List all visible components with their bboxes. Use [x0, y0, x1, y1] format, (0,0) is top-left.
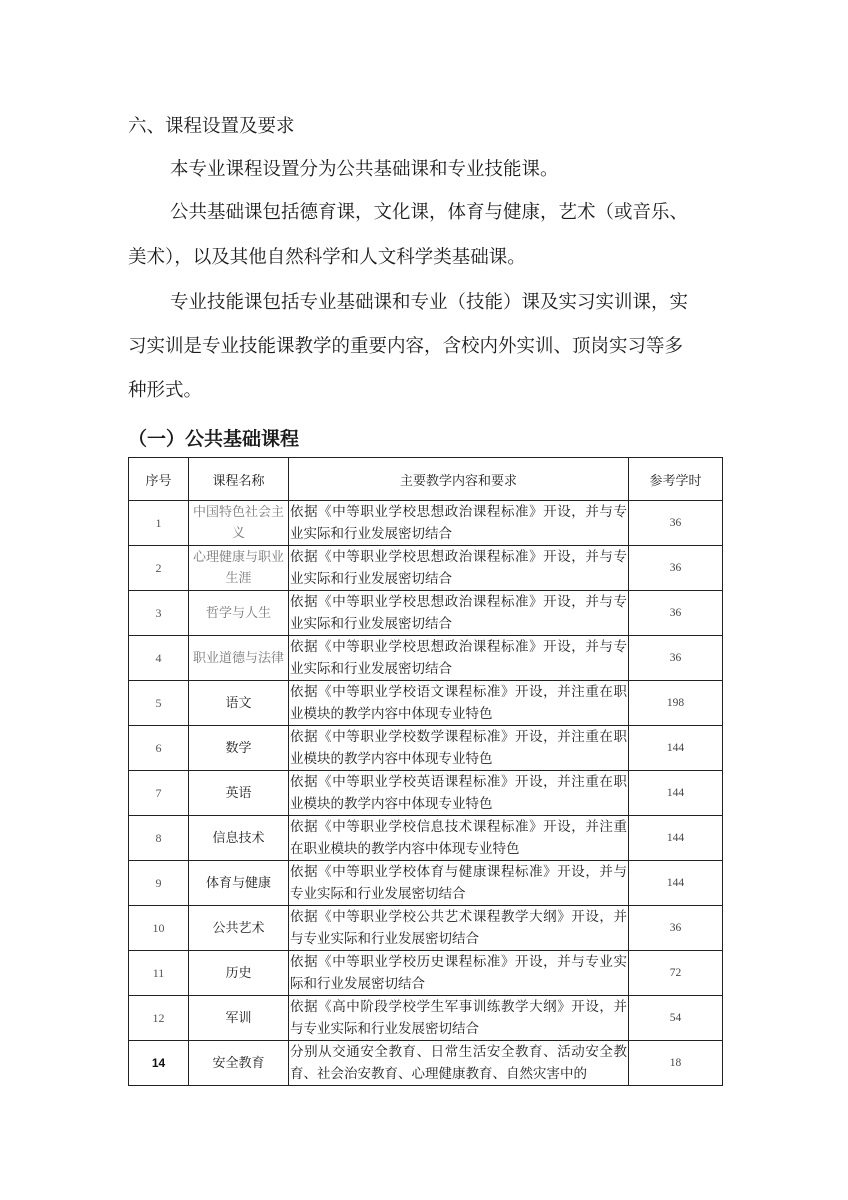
table-row	[129, 771, 723, 816]
row-hours: 36	[629, 906, 723, 951]
header-course-name: 课程名称	[189, 458, 289, 501]
row-hours: 36	[629, 636, 723, 681]
row-course-name: 心理健康与职业生涯	[189, 546, 289, 591]
row-content: 依据《中等职业学校思想政治课程标准》开设，并与专业实际和行业发展密切结合	[289, 591, 629, 636]
table-row	[129, 501, 723, 546]
row-hours: 144	[629, 816, 723, 861]
table-row	[129, 726, 723, 771]
row-content: 依据《中等职业学校公共艺术课程教学大纲》开设，并与专业实际和行业发展密切结合	[289, 906, 629, 951]
row-hours: 36	[629, 546, 723, 591]
paragraph-1: 本专业课程设置分为公共基础课和专业技能课。	[170, 159, 559, 180]
row-course-name: 安全教育	[189, 1041, 289, 1086]
row-course-name: 职业道德与法律	[189, 636, 289, 681]
table-header-row	[129, 458, 723, 501]
row-hours: 54	[629, 996, 723, 1041]
row-no: 4	[129, 636, 189, 681]
paragraph-3-line-2: 习实训是专业技能课教学的重要内容，含校内外实训、顶岗实习等多	[128, 336, 684, 357]
table-row	[129, 996, 723, 1041]
row-no: 2	[129, 546, 189, 591]
table-row	[129, 591, 723, 636]
row-course-name: 军训	[189, 996, 289, 1041]
paragraph-3-line-1: 专业技能课包括专业基础课和专业（技能）课及实习实训课，实	[170, 292, 689, 313]
row-hours: 36	[629, 501, 723, 546]
paragraph-2-line-1: 公共基础课包括德育课，文化课，体育与健康，艺术（或音乐、	[170, 202, 689, 223]
table-row	[129, 816, 723, 861]
row-content: 依据《中等职业学校英语课程标准》开设，并注重在职业模块的教学内容中体现专业特色	[289, 771, 629, 816]
row-course-name: 体育与健康	[189, 861, 289, 906]
row-course-name: 公共艺术	[189, 906, 289, 951]
row-content: 依据《中等职业学校信息技术课程标准》开设，并注重在职业模块的教学内容中体现专业特色	[289, 816, 629, 861]
row-no: 3	[129, 591, 189, 636]
row-no: 6	[129, 726, 189, 771]
subsection-heading: （一）公共基础课程	[128, 428, 300, 450]
row-content: 依据《中等职业学校思想政治课程标准》开设，并与专业实际和行业发展密切结合	[289, 546, 629, 591]
header-content: 主要教学内容和要求	[289, 458, 629, 501]
row-course-name: 哲学与人生	[189, 591, 289, 636]
table-row	[129, 951, 723, 996]
table-row	[129, 906, 723, 951]
row-no: 10	[129, 906, 189, 951]
row-course-name: 语文	[189, 681, 289, 726]
row-hours: 144	[629, 726, 723, 771]
row-hours: 18	[629, 1041, 723, 1086]
table-row	[129, 861, 723, 906]
row-hours: 198	[629, 681, 723, 726]
row-content: 依据《中等职业学校体育与健康课程标准》开设，并与专业实际和行业发展密切结合	[289, 861, 629, 906]
row-course-name: 数学	[189, 726, 289, 771]
header-no: 序号	[129, 458, 189, 501]
row-course-name: 中国特色社会主义	[189, 501, 289, 546]
row-no: 1	[129, 501, 189, 546]
paragraph-2-line-2: 美术），以及其他自然科学和人文科学类基础课。	[128, 247, 526, 268]
row-content: 依据《中等职业学校思想政治课程标准》开设，并与专业实际和行业发展密切结合	[289, 501, 629, 546]
row-hours: 72	[629, 951, 723, 996]
row-content: 分别从交通安全教育、日常生活安全教育、活动安全教育、社会治安教育、心理健康教育、自然灾害中的	[289, 1041, 629, 1086]
row-no: 12	[129, 996, 189, 1041]
row-no: 7	[129, 771, 189, 816]
table-row	[129, 681, 723, 726]
row-no: 9	[129, 861, 189, 906]
paragraph-3-line-3: 种形式。	[128, 380, 203, 401]
section-heading: 六、课程设置及要求	[128, 116, 295, 137]
header-hours: 参考学时	[629, 458, 723, 501]
row-no: 11	[129, 951, 189, 996]
row-no: 14	[129, 1041, 189, 1086]
row-no: 5	[129, 681, 189, 726]
row-content: 依据《中等职业学校数学课程标准》开设，并注重在职业模块的教学内容中体现专业特色	[289, 726, 629, 771]
table-row	[129, 546, 723, 591]
row-course-name: 历史	[189, 951, 289, 996]
row-content: 依据《中等职业学校历史课程标准》开设，并与专业实际和行业发展密切结合	[289, 951, 629, 996]
row-hours: 144	[629, 771, 723, 816]
row-course-name: 英语	[189, 771, 289, 816]
table-row	[129, 636, 723, 681]
row-no: 8	[129, 816, 189, 861]
row-content: 依据《中等职业学校思想政治课程标准》开设，并与专业实际和行业发展密切结合	[289, 636, 629, 681]
table-row	[129, 1041, 723, 1086]
row-hours: 144	[629, 861, 723, 906]
row-content: 依据《中等职业学校语文课程标准》开设，并注重在职业模块的教学内容中体现专业特色	[289, 681, 629, 726]
row-content: 依据《高中阶段学校学生军事训练教学大纲》开设，并与专业实际和行业发展密切结合	[289, 996, 629, 1041]
row-hours: 36	[629, 591, 723, 636]
course-table	[128, 457, 723, 1086]
row-course-name: 信息技术	[189, 816, 289, 861]
